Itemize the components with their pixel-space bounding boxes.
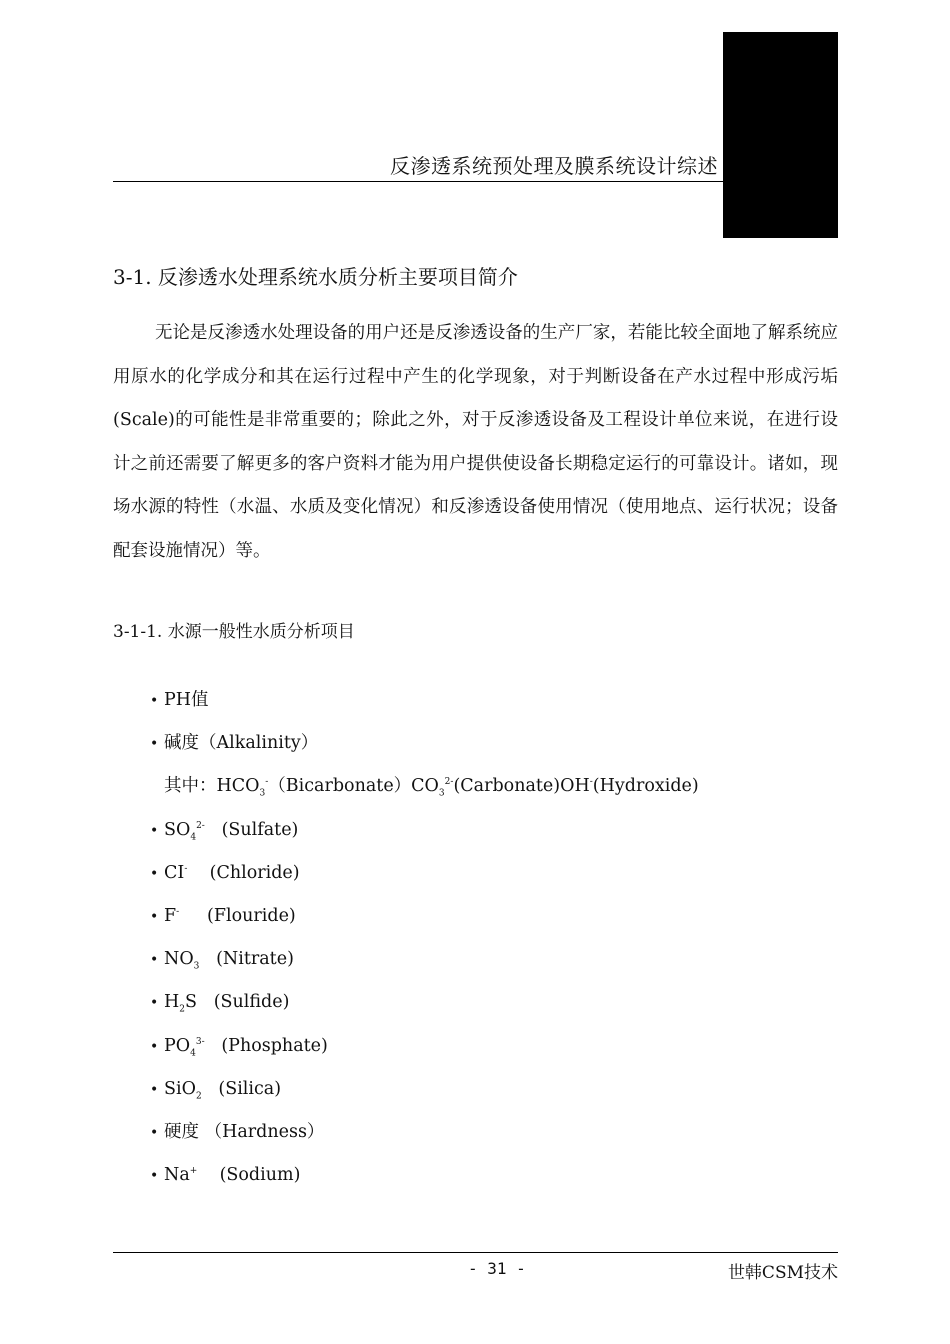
item-name: (Nitrate) [216, 949, 294, 970]
formula-f: F- [164, 905, 180, 926]
name-carbonate: (Carbonate) [453, 776, 561, 797]
name-bicarbonate: （Bicarbonate） [268, 776, 412, 797]
bullet: • [150, 865, 159, 882]
formula-cl: CI- [164, 862, 188, 883]
list-item-phosphate [150, 1029, 699, 1072]
item-label: PH值 [164, 690, 209, 710]
black-tab-marker [723, 32, 838, 238]
formula-h2s: $H_2S$ [164, 992, 197, 1015]
item-name: (Phosphate) [221, 1035, 328, 1056]
item-label: 碱度（Alkalinity） [164, 733, 319, 754]
formula-sio2: SiO$_2$ [164, 1078, 202, 1102]
list-item-chloride [150, 856, 699, 899]
bullet: • [150, 736, 159, 753]
list-item-flouride [150, 899, 699, 942]
item-name: (Silica) [218, 1078, 282, 1099]
formula-po4: $PO_4^{3-}$ [164, 1035, 205, 1058]
item-name: (Sulfide) [213, 992, 290, 1013]
subsection-heading: 3-1-1. 水源一般性水质分析项目 [113, 622, 355, 642]
list-item-sodium [150, 1158, 699, 1201]
list-item-sulfide [150, 985, 699, 1028]
formula-no3: $NO_3$ [164, 949, 200, 972]
components-prefix: 其中： [164, 776, 217, 797]
item-name: (Flouride) [207, 905, 296, 926]
formula-so4: $SO_4^{2-}$ [164, 819, 205, 843]
running-header-title: 反渗透系统预处理及膜系统设计综述 [390, 154, 718, 178]
bullet: • [150, 995, 159, 1012]
formula-na: Na+ [164, 1165, 198, 1186]
header-rule [113, 181, 723, 182]
item-name: (Chloride) [209, 862, 300, 883]
bullet: • [150, 822, 159, 839]
bullet: • [150, 693, 159, 709]
item-name: (Sulfate) [221, 819, 299, 840]
list-item-sulfate [150, 813, 699, 856]
bullet: • [150, 1124, 159, 1141]
footer-rule [113, 1252, 838, 1253]
formula-co3: $CO_3^{2-}$ [411, 776, 454, 799]
list-item-ph [150, 683, 699, 726]
list-item-hardness [150, 1115, 699, 1158]
name-hydroxide: (Hydroxide) [592, 776, 699, 797]
water-analysis-item-list [150, 683, 699, 1201]
bullet: • [150, 1081, 159, 1098]
formula-hco3: $HCO_3^-$ [216, 776, 269, 799]
item-name: （Hardness） [204, 1121, 325, 1142]
company-name: 世韩CSM技术 [727, 1263, 838, 1283]
bullet: • [150, 952, 159, 969]
intro-paragraph: 无论是反渗透水处理设备的用户还是反渗透设备的生产厂家，若能比较全面地了解系统应用原水的化学成分和其在运行过程中产生的化学现象，对于判断设备在产水过程中形成污垢(Scale)的可能性是非常重要的；除此之外，对于反渗透设备及工程设计单位来说，在进行设计之前还需要了解更多的客户资料才能为用户提供使设备长期稳定运行的可靠设计。诸如，现场水源的特性（水温、水质及变化情况）和反渗透设备使用情况（使用地点、运行状况；设备配套设施情况）等。 [113, 323, 838, 561]
list-item-silica [150, 1072, 699, 1115]
bullet: • [150, 908, 159, 925]
formula-oh: OH- [560, 776, 593, 797]
list-item-nitrate [150, 942, 699, 985]
section-heading: 3-1. 反渗透水处理系统水质分析主要项目简介 [113, 265, 518, 289]
bullet: • [150, 1038, 159, 1055]
list-item-alkalinity-components [150, 769, 699, 812]
page-number: - 31 - [468, 1259, 526, 1278]
bullet: • [150, 1168, 159, 1185]
list-item-alkalinity [150, 726, 699, 769]
item-label: 硬度 [164, 1121, 199, 1142]
item-name: (Sodium) [219, 1165, 301, 1186]
